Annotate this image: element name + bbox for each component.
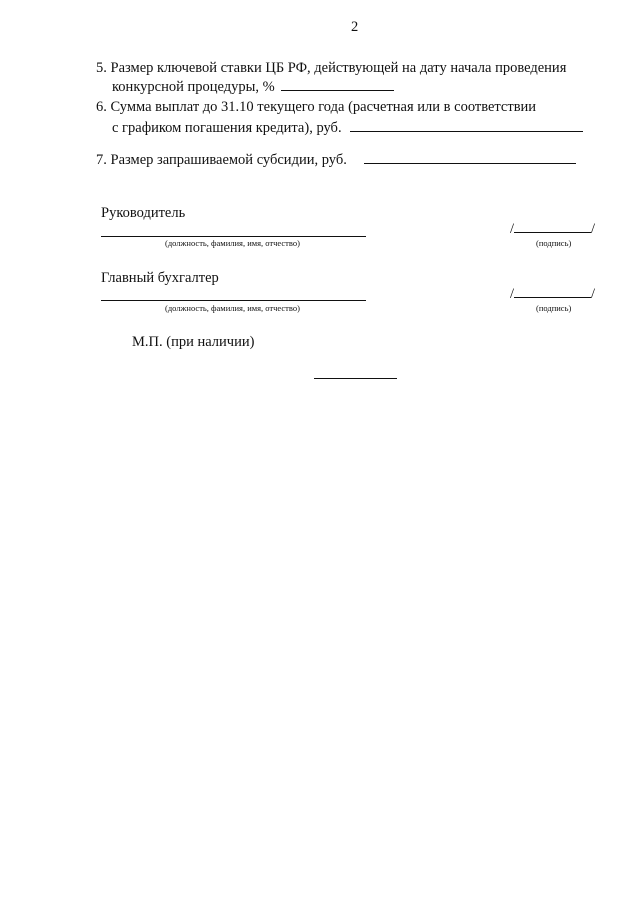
page-number: 2 [351,19,359,35]
signature-1-name-line[interactable] [101,236,366,237]
item-5-line-2: конкурсной процедуры, % [112,79,275,95]
signature-1-slash-open: / [510,221,515,237]
signature-2-slash-close: / [591,286,596,302]
item-7-line-1: 7. Размер запрашиваемой субсидии, руб. [96,152,347,168]
signature-2-name-caption: (должность, фамилия, имя, отчество) [165,303,300,313]
signature-2-sign-caption: (подпись) [536,303,572,313]
item-7-row [96,151,576,169]
signature-1-sign-field[interactable] [514,219,591,233]
item-7-blank-field[interactable] [364,151,576,164]
item-5-line-1: 5. Размер ключевой ставки ЦБ РФ, действующей на дату начала проведения [96,60,567,76]
signature-2-sign-field[interactable] [514,284,591,298]
item-6-line-2: с графиком погашения кредита), руб. [112,120,342,136]
signature-1-sign-slot [510,219,595,238]
item-6-blank-field[interactable] [350,119,583,132]
signature-2-name-line[interactable] [101,300,366,301]
item-5-blank-field[interactable] [281,78,394,91]
closing-separator-line [314,378,397,379]
signature-1-name-caption: (должность, фамилия, имя, отчество) [165,238,300,248]
item-5-line-2-row [112,78,394,96]
signature-1-slash-close: / [591,221,596,237]
stamp-note: М.П. (при наличии) [132,334,255,350]
signature-2-sign-slot [510,284,595,303]
item-6-line-2-row [112,119,583,137]
signature-2-slash-open: / [510,286,515,302]
item-6-line-1: 6. Сумма выплат до 31.10 текущего года (расчетная или в соответствии [96,99,537,115]
signature-2-role: Главный бухгалтер [101,270,219,286]
signature-1-sign-caption: (подпись) [536,238,572,248]
signature-1-role: Руководитель [101,205,186,221]
